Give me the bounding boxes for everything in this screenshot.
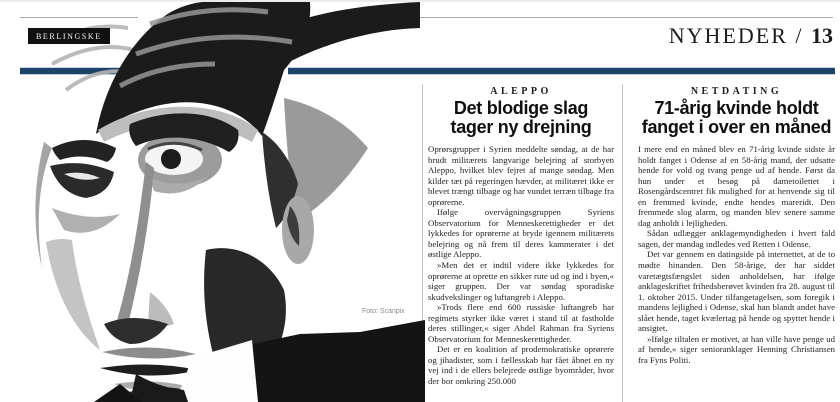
photo-credit: Foto: Scanpix bbox=[362, 308, 405, 315]
article-netdating bbox=[638, 86, 835, 365]
article-headline: Det blodige slag tager ny drejning bbox=[450, 98, 592, 137]
paragraph: »Men det er indtil videre ikke lykkedes for oprørerne at oprette en sikker rute ud og ind i byen,« siger gruppen. Der var søndag sporadiske skudvekslinger og luftangreb i Aleppo. bbox=[428, 260, 614, 302]
paragraph: I mere end en måned blev en 71-årig kvinde sidste år holdt fanget i Odense af en 58-årig mand, der udsatte hende for vold og tvang penge ud af hende. Først da hun under et besøg på dametoilettet i Rosengårdscentret fik mulighed for at henvende sig til en fremmed kvinde, endte hendes mareridt. Den fremmede slog alarm, og manden blev senere samme dag anholdt i lejligheden. bbox=[638, 144, 835, 228]
page-number: 13 bbox=[811, 23, 833, 48]
article-aleppo bbox=[428, 86, 614, 387]
portrait-photo bbox=[0, 2, 425, 402]
article-body bbox=[638, 144, 835, 365]
brand-box: BERLINGSKE bbox=[28, 28, 110, 44]
paragraph: Det er en koalition af prodemokratiske oprørere og jihadister, som i fællesskab har fået åbnet en ny vej ind i de ellers belejrede østlige byområder, hvor der bor omkring 250.000 bbox=[428, 344, 614, 387]
paragraph: »Ifølge tiltalen er motivet, at han ville have penge ud af hende,« siger senioranklager Henning Christiansen fra Fyns Politi. bbox=[638, 333, 835, 365]
paragraph: Ifølge overvågningsgruppen Syriens Observatorium for Menneskerettigheder er det lykkedes for oprørerne at bryde igennem militærets belejring og nå frem til deres kammerater i det østlige Aleppo. bbox=[428, 207, 614, 260]
article-kicker: ALEPPO bbox=[490, 86, 552, 97]
paragraph: Det var gennem en datingside på internettet, at de to mødte hinanden. Den 58-årige, der har siddet varetægtsfængslet siden anholdelsen, har ifølge anklageskriftet frihedsberøvet kvinden fra 28. august til 1. oktober 2015. Under tilfangetagelsen, som foregik i mandens lejlighed i Odense, skal han blandt andet have slået hende, taget kvælertag på hende og spyttet hende i ansigtet. bbox=[638, 249, 835, 334]
article-kicker: NETDATING bbox=[690, 86, 783, 97]
article-body bbox=[428, 144, 614, 387]
section-title: NYHEDER / bbox=[668, 23, 804, 48]
paragraph: Sådan udlægger anklagemyndigheden i hvert fald sagen, der mandag indledes ved Retten i Odense. bbox=[638, 228, 835, 249]
article-headline: 71-årig kvinde holdt fanget i over en måned bbox=[641, 98, 832, 137]
column-divider bbox=[622, 84, 623, 402]
paragraph: »Trods flere end 600 russiske luftangreb har regimets styrker ikke været i stand til at fastholde deres stillinger,« siger Abdel Rahman fra Syriens Observatorium for Menneskerettigheder. bbox=[428, 302, 614, 344]
section-header bbox=[669, 23, 833, 49]
paragraph: Oprørsgrupper i Syrien meddelte søndag, at de har brudt militærets langvarige belejring af storbyen Aleppo, hvilket blev fejret af mange søndag. Men kilder tæt på regeringen hævder, at militæret ikke er blevet trængt tilbage og har vundet terræn tilbage fra oprørerne. bbox=[428, 144, 614, 207]
